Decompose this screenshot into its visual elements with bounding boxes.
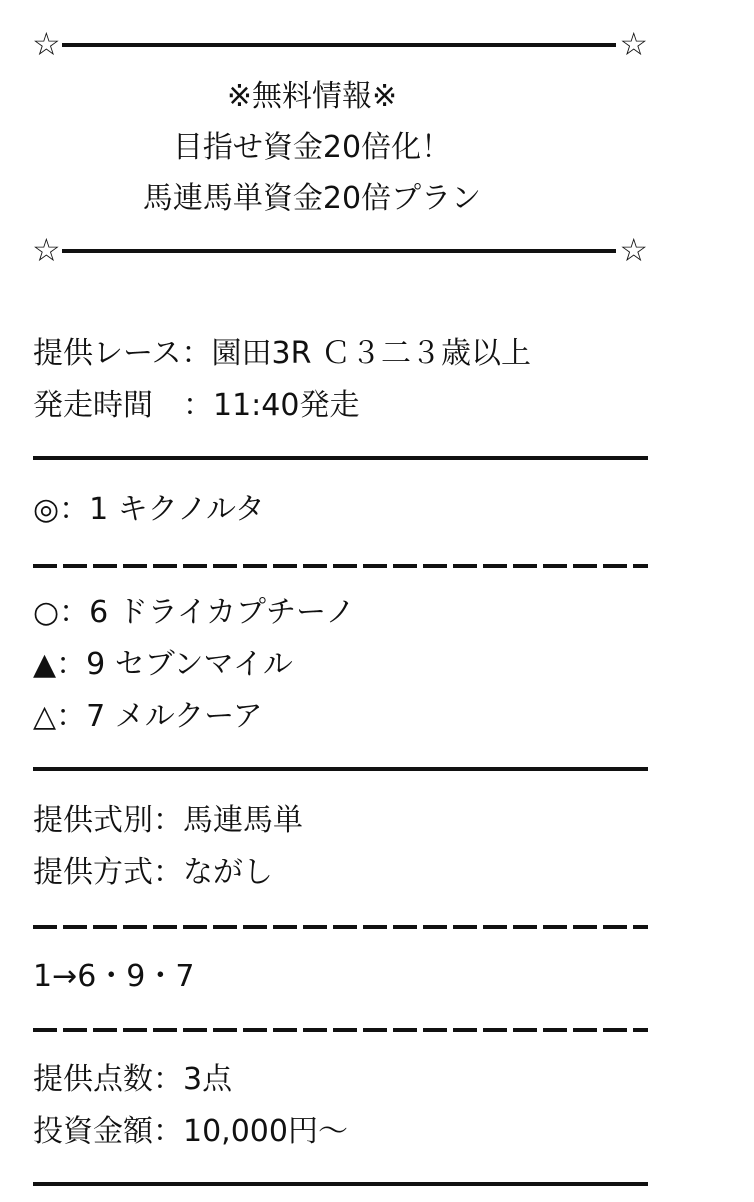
- star-icon: ☆: [32, 231, 61, 269]
- pick-renshita: △：7 メルクーア: [33, 699, 263, 734]
- post-time: 発走時間 ：11:40発走: [33, 388, 360, 423]
- bet-combination: 1→6・9・7: [33, 959, 195, 994]
- section-divider: [33, 456, 648, 460]
- bottom-star-divider: [32, 230, 648, 270]
- divider-line: [62, 249, 616, 253]
- section-divider: [33, 1182, 648, 1186]
- divider-line: [62, 43, 616, 47]
- bet-method: 提供方式：ながし: [33, 855, 273, 890]
- dashed-divider: [33, 564, 648, 568]
- star-icon: ☆: [619, 231, 648, 269]
- race-info: 提供レース：園田3R Ｃ３二３歳以上: [33, 336, 531, 371]
- pick-taikou: ○：6 ドライカプチーノ: [33, 595, 356, 630]
- investment-amount: 投資金額：10,000円～: [33, 1114, 348, 1149]
- bet-points: 提供点数：3点: [33, 1062, 233, 1097]
- top-star-divider: [32, 24, 648, 64]
- section-divider: [33, 767, 648, 771]
- subtitle-goal: 目指せ資金20倍化！: [172, 130, 452, 165]
- star-icon: ☆: [619, 25, 648, 63]
- pick-honmei: ◎：1 キクノルタ: [33, 492, 265, 527]
- plan-name: 馬連馬単資金20倍プラン: [142, 181, 482, 216]
- free-info-heading: ※無料情報※: [226, 79, 398, 114]
- dashed-divider: [33, 1028, 648, 1032]
- star-icon: ☆: [32, 25, 61, 63]
- dashed-divider: [33, 925, 648, 929]
- pick-tanana: ▲：9 セブンマイル: [33, 647, 293, 682]
- bet-type: 提供式別：馬連馬単: [33, 803, 303, 838]
